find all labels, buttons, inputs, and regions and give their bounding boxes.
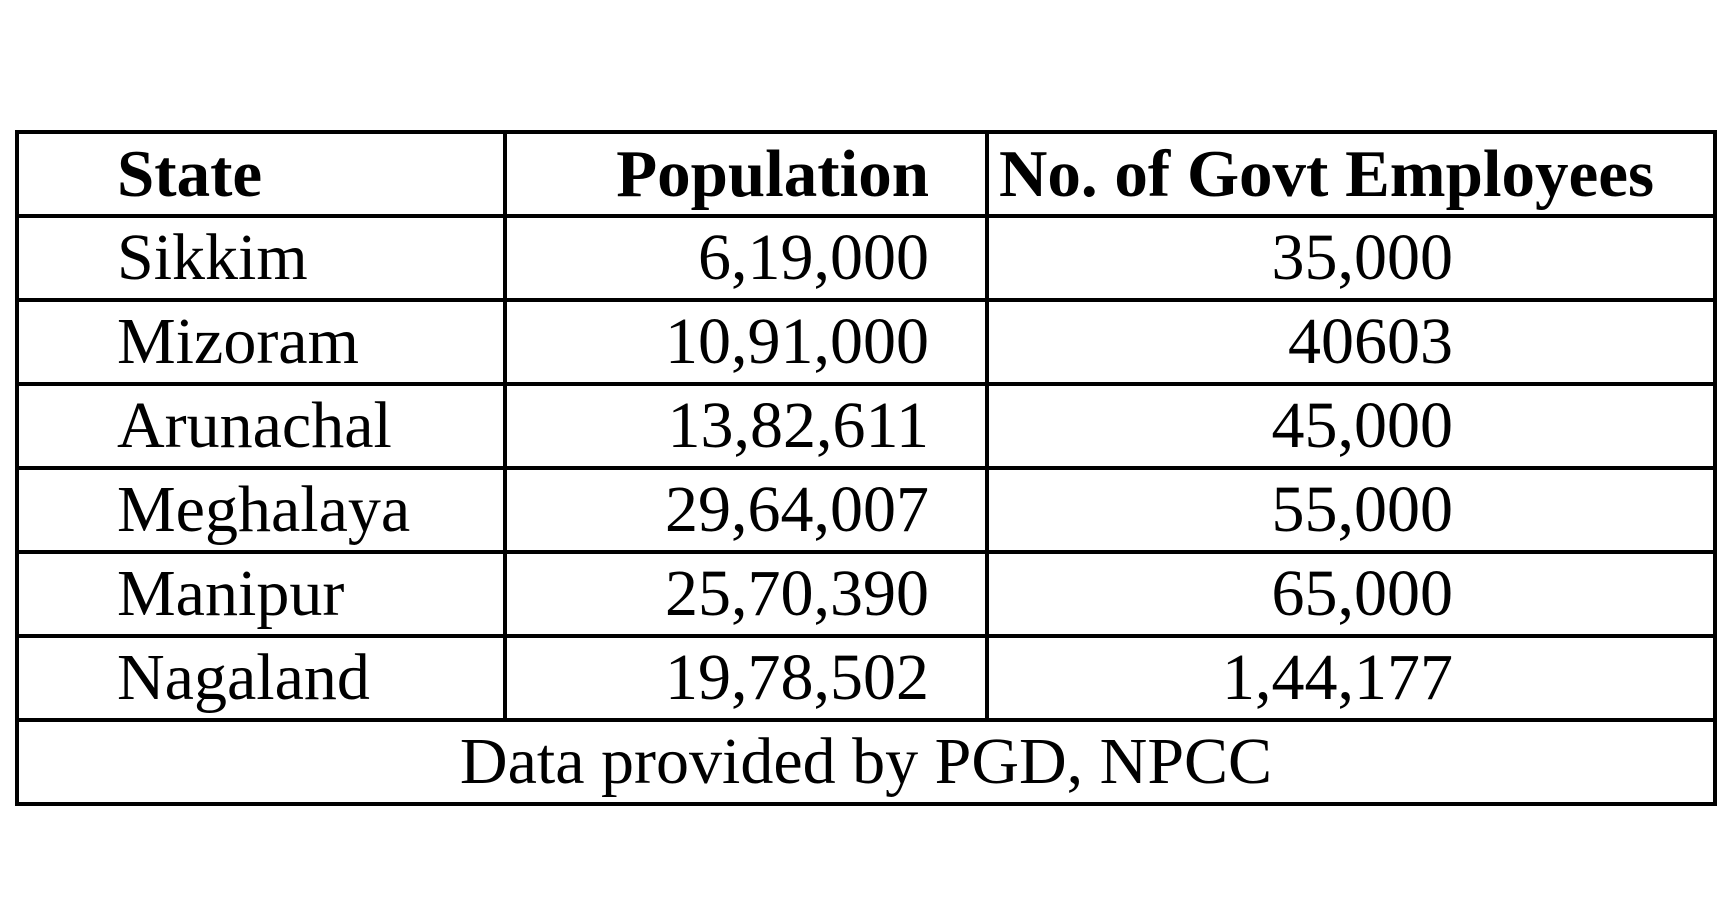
- table-row: [17, 384, 1715, 468]
- population-cell: 10,91,000: [505, 300, 987, 384]
- header-employees: No. of Govt Employees: [987, 132, 1715, 216]
- data-source-note: Data provided by PGD, NPCC: [17, 720, 1715, 804]
- table-footer-row: [17, 720, 1715, 804]
- state-cell: Sikkim: [17, 216, 505, 300]
- table-row: [17, 300, 1715, 384]
- employees-cell: 1,44,177: [987, 636, 1715, 720]
- employees-cell: 55,000: [987, 468, 1715, 552]
- table-row: [17, 468, 1715, 552]
- data-table: [15, 130, 1717, 806]
- state-cell: Manipur: [17, 552, 505, 636]
- state-cell: Mizoram: [17, 300, 505, 384]
- employees-cell: 35,000: [987, 216, 1715, 300]
- population-cell: 6,19,000: [505, 216, 987, 300]
- table-row: [17, 552, 1715, 636]
- employees-cell: 40603: [987, 300, 1715, 384]
- employees-cell: 45,000: [987, 384, 1715, 468]
- population-cell: 25,70,390: [505, 552, 987, 636]
- table-row: [17, 636, 1715, 720]
- header-population: Population: [505, 132, 987, 216]
- state-cell: Nagaland: [17, 636, 505, 720]
- header-state: State: [17, 132, 505, 216]
- population-cell: 13,82,611: [505, 384, 987, 468]
- table-row: [17, 216, 1715, 300]
- table-header-row: [17, 132, 1715, 216]
- population-cell: 19,78,502: [505, 636, 987, 720]
- state-cell: Meghalaya: [17, 468, 505, 552]
- employees-cell: 65,000: [987, 552, 1715, 636]
- population-cell: 29,64,007: [505, 468, 987, 552]
- state-cell: Arunachal: [17, 384, 505, 468]
